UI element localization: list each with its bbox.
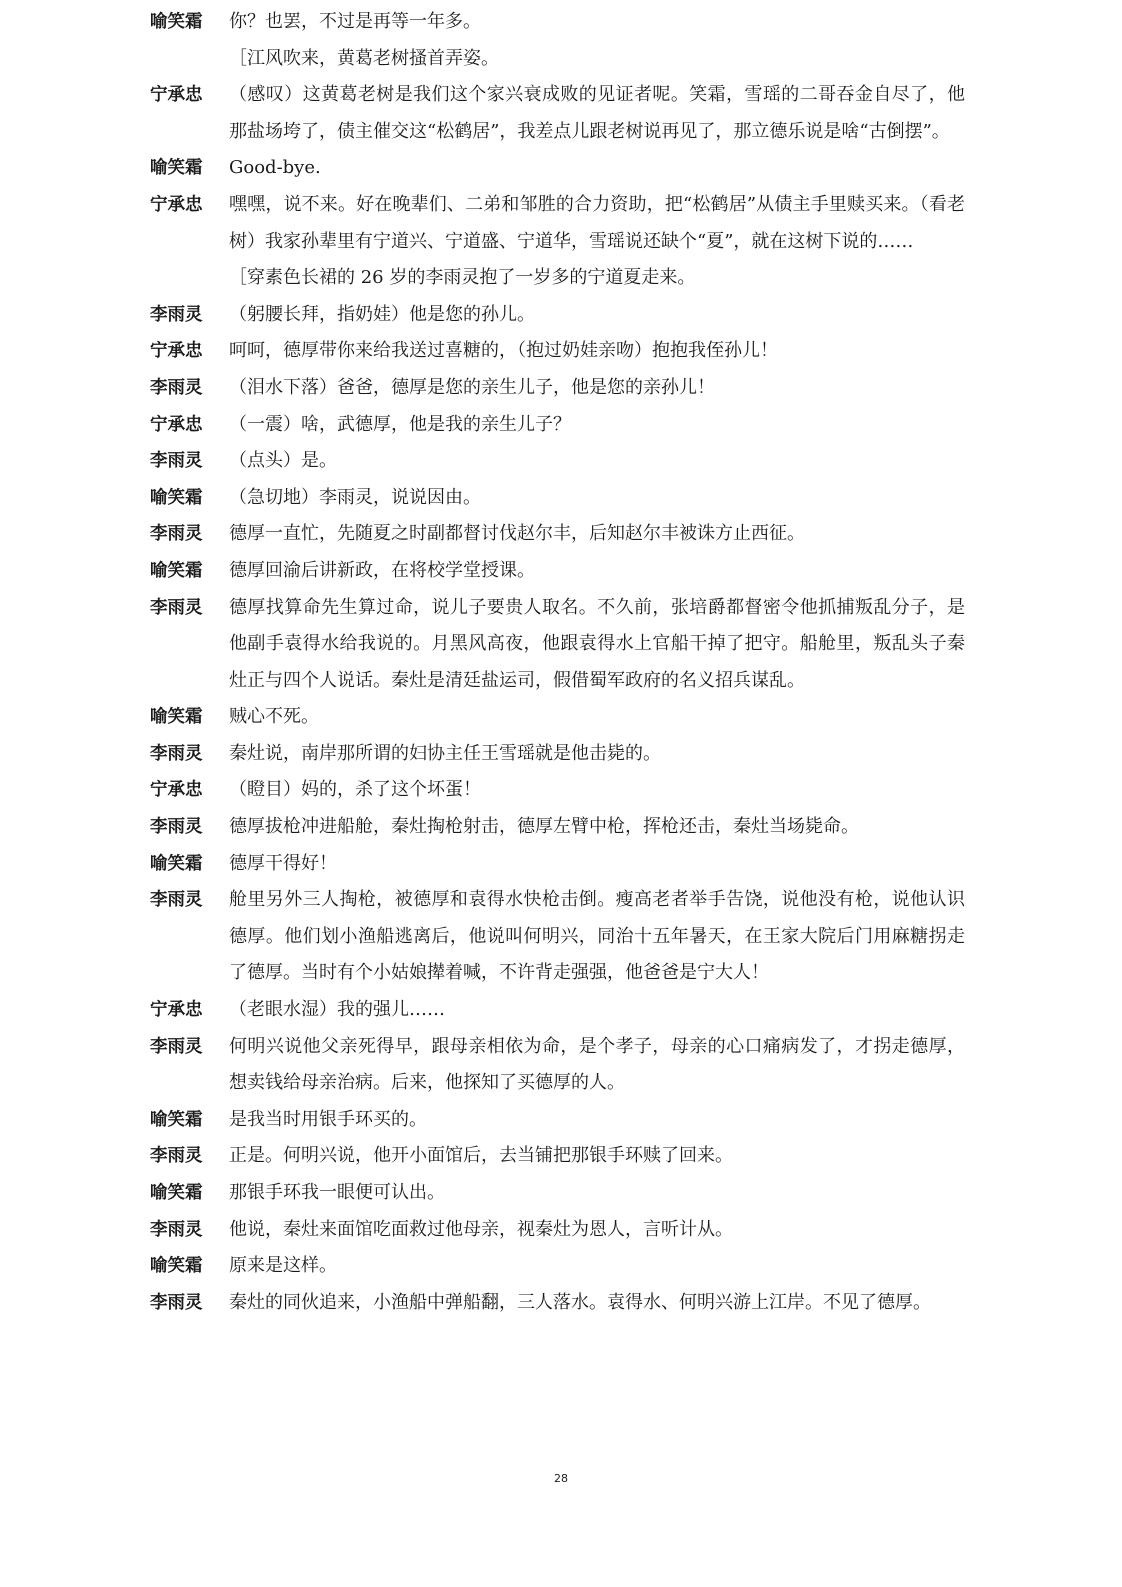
dialogue-text: 德厚回渝后讲新政，在将校学堂授课。 bbox=[229, 559, 535, 581]
speaker-name: 宁承忠 bbox=[150, 341, 203, 362]
speaker-name: 李雨灵 bbox=[150, 817, 203, 838]
dialogue-text: （老眼水湿）我的强儿…… bbox=[229, 999, 445, 1021]
dialogue-text: 秦灶说，南岸那所谓的妇协主任王雪瑶就是他击毙的。 bbox=[229, 742, 661, 764]
dialogue-text: （瞪目）妈的，杀了这个坏蛋！ bbox=[229, 779, 481, 801]
dialogue-line bbox=[150, 1175, 965, 1212]
dialogue-text: 秦灶的同伙追来，小渔船中弹船翻，三人落水。袁得水、何明兴游上江岸。不见了德厚。 bbox=[229, 1291, 931, 1313]
page-number: 28 bbox=[554, 1472, 568, 1485]
speaker-name: 李雨灵 bbox=[150, 524, 203, 545]
dialogue-text: 舱里另外三人掏枪，被德厚和袁得水快枪击倒。瘦高老者举手告饶，说他没有枪，说他认识德厚。他们划小渔船逃离后，他说叫何明兴，同治十五年暑天，在王家大院后门用麻糖拐走了德厚。当时有个小姑娘撵着喊，不许背走强强，他爸爸是宁大人！ bbox=[229, 889, 965, 984]
speaker-name: 李雨灵 bbox=[150, 890, 203, 911]
speaker-name: 李雨灵 bbox=[150, 1292, 203, 1313]
dialogue-line bbox=[150, 443, 965, 480]
dialogue-line bbox=[150, 187, 965, 260]
speaker-name: 宁承忠 bbox=[150, 1000, 203, 1021]
dialogue-text: 德厚找算命先生算过命，说儿子要贵人取名。不久前，张培爵都督密令他抓捕叛乱分子，是他副手袁得水给我说的。月黑风高夜，他跟袁得水上官船干掉了把守。船舱里，叛乱头子秦灶正与四个人说话。秦灶是清廷盐运司，假借蜀军政府的名义招兵谋乱。 bbox=[229, 596, 965, 691]
dialogue-text: （急切地）李雨灵，说说因由。 bbox=[229, 486, 481, 508]
speaker-name: 宁承忠 bbox=[150, 780, 203, 801]
stage-direction-text: ［穿素色长裙的 26 岁的李雨灵抱了一岁多的宁道夏走来。 bbox=[229, 267, 696, 289]
dialogue-text: 呵呵，德厚带你来给我送过喜糖的，（抱过奶娃亲吻）抱抱我侄孙儿！ bbox=[229, 340, 778, 362]
script-body bbox=[150, 4, 965, 1321]
dialogue-line bbox=[150, 736, 965, 773]
dialogue-line bbox=[150, 480, 965, 517]
dialogue-line bbox=[150, 150, 965, 187]
dialogue-text: 德厚拔枪冲进船舱，秦灶掏枪射击，德厚左臂中枪，挥枪还击，秦灶当场毙命。 bbox=[229, 816, 859, 838]
dialogue-text: （一震）啥，武德厚，他是我的亲生儿子？ bbox=[229, 413, 571, 435]
dialogue-text: 是我当时用银手环买的。 bbox=[229, 1108, 427, 1130]
speaker-name: 喻笑霜 bbox=[150, 707, 203, 728]
speaker-name: 宁承忠 bbox=[150, 194, 203, 215]
dialogue-line bbox=[150, 590, 965, 700]
speaker-name: 喻笑霜 bbox=[150, 560, 203, 581]
dialogue-text: 德厚干得好！ bbox=[229, 852, 337, 874]
dialogue-text: 他说，秦灶来面馆吃面救过他母亲，视秦灶为恩人，言听计从。 bbox=[229, 1218, 733, 1240]
speaker-name: 李雨灵 bbox=[150, 377, 203, 398]
dialogue-line bbox=[150, 516, 965, 553]
dialogue-text: 德厚一直忙，先随夏之时副都督讨伐赵尔丰，后知赵尔丰被诛方止西征。 bbox=[229, 523, 805, 545]
speaker-name: 喻笑霜 bbox=[150, 12, 203, 32]
dialogue-text: 嘿嘿，说不来。好在晚辈们、二弟和邹胜的合力资助，把“松鹤居”从债主手里赎买来。（看老树）我家孙辈里有宁道兴、宁道盛、宁道华，雪瑶说还缺个“夏”，就在这树下说的…… bbox=[229, 193, 965, 252]
dialogue-line bbox=[150, 846, 965, 883]
dialogue-line bbox=[150, 77, 965, 150]
stage-direction-text: ［江风吹来，黄葛老树搔首弄姿。 bbox=[229, 47, 499, 69]
dialogue-line bbox=[150, 992, 965, 1029]
dialogue-line bbox=[150, 553, 965, 590]
speaker-name: 喻笑霜 bbox=[150, 1256, 203, 1277]
dialogue-line bbox=[150, 809, 965, 846]
speaker-name: 李雨灵 bbox=[150, 451, 203, 472]
stage-direction-line bbox=[150, 41, 965, 78]
dialogue-text: 原来是这样。 bbox=[229, 1255, 337, 1277]
speaker-name: 李雨灵 bbox=[150, 743, 203, 764]
speaker-name: 宁承忠 bbox=[150, 414, 203, 435]
speaker-name: 喻笑霜 bbox=[150, 158, 203, 179]
speaker-name: 李雨灵 bbox=[150, 304, 203, 325]
dialogue-line bbox=[150, 699, 965, 736]
dialogue-text: 那银手环我一眼便可认出。 bbox=[229, 1182, 445, 1203]
speaker-name: 李雨灵 bbox=[150, 1146, 203, 1167]
dialogue-line bbox=[150, 1212, 965, 1249]
dialogue-line bbox=[150, 772, 965, 809]
dialogue-text: （躬腰长拜，指奶娃）他是您的孙儿。 bbox=[229, 303, 535, 325]
dialogue-text: （点头）是。 bbox=[229, 450, 337, 472]
stage-direction-line bbox=[150, 260, 965, 297]
dialogue-text: 正是。何明兴说，他开小面馆后，去当铺把那银手环赎了回来。 bbox=[229, 1145, 733, 1167]
dialogue-line bbox=[150, 1029, 965, 1102]
speaker-name: 李雨灵 bbox=[150, 1036, 203, 1057]
dialogue-text: 何明兴说他父亲死得早，跟母亲相依为命，是个孝子，母亲的心口痛病发了，才拐走德厚，想卖钱给母亲治病。后来，他探知了买德厚的人。 bbox=[229, 1035, 965, 1094]
dialogue-line bbox=[150, 370, 965, 407]
dialogue-text: Good-bye. bbox=[229, 157, 321, 179]
dialogue-line bbox=[150, 882, 965, 992]
speaker-name: 宁承忠 bbox=[150, 85, 203, 106]
speaker-name: 喻笑霜 bbox=[150, 1109, 203, 1130]
dialogue-text: （泪水下落）爸爸，德厚是您的亲生儿子，他是您的亲孙儿！ bbox=[229, 376, 715, 398]
speaker-name: 喻笑霜 bbox=[150, 487, 203, 508]
dialogue-line bbox=[150, 407, 965, 444]
dialogue-line bbox=[150, 4, 965, 41]
speaker-name: 李雨灵 bbox=[150, 597, 203, 618]
dialogue-line bbox=[150, 297, 965, 334]
dialogue-line bbox=[150, 1285, 965, 1322]
speaker-name: 李雨灵 bbox=[150, 1219, 203, 1240]
speaker-name: 喻笑霜 bbox=[150, 853, 203, 874]
dialogue-text: 贼心不死。 bbox=[229, 706, 319, 728]
dialogue-line bbox=[150, 333, 965, 370]
dialogue-line bbox=[150, 1102, 965, 1139]
dialogue-text: （感叹）这黄葛老树是我们这个家兴衰成败的见证者呢。笑霜，雪瑶的二哥吞金自尽了，他那盐场垮了，债主催交这“松鹤居”，我差点儿跟老树说再见了，那立德乐说是啥“古倒摆”。 bbox=[229, 84, 965, 142]
speaker-name: 喻笑霜 bbox=[150, 1183, 203, 1203]
dialogue-line bbox=[150, 1248, 965, 1285]
dialogue-text: 你？也罢，不过是再等一年多。 bbox=[229, 11, 481, 32]
dialogue-line bbox=[150, 1138, 965, 1175]
